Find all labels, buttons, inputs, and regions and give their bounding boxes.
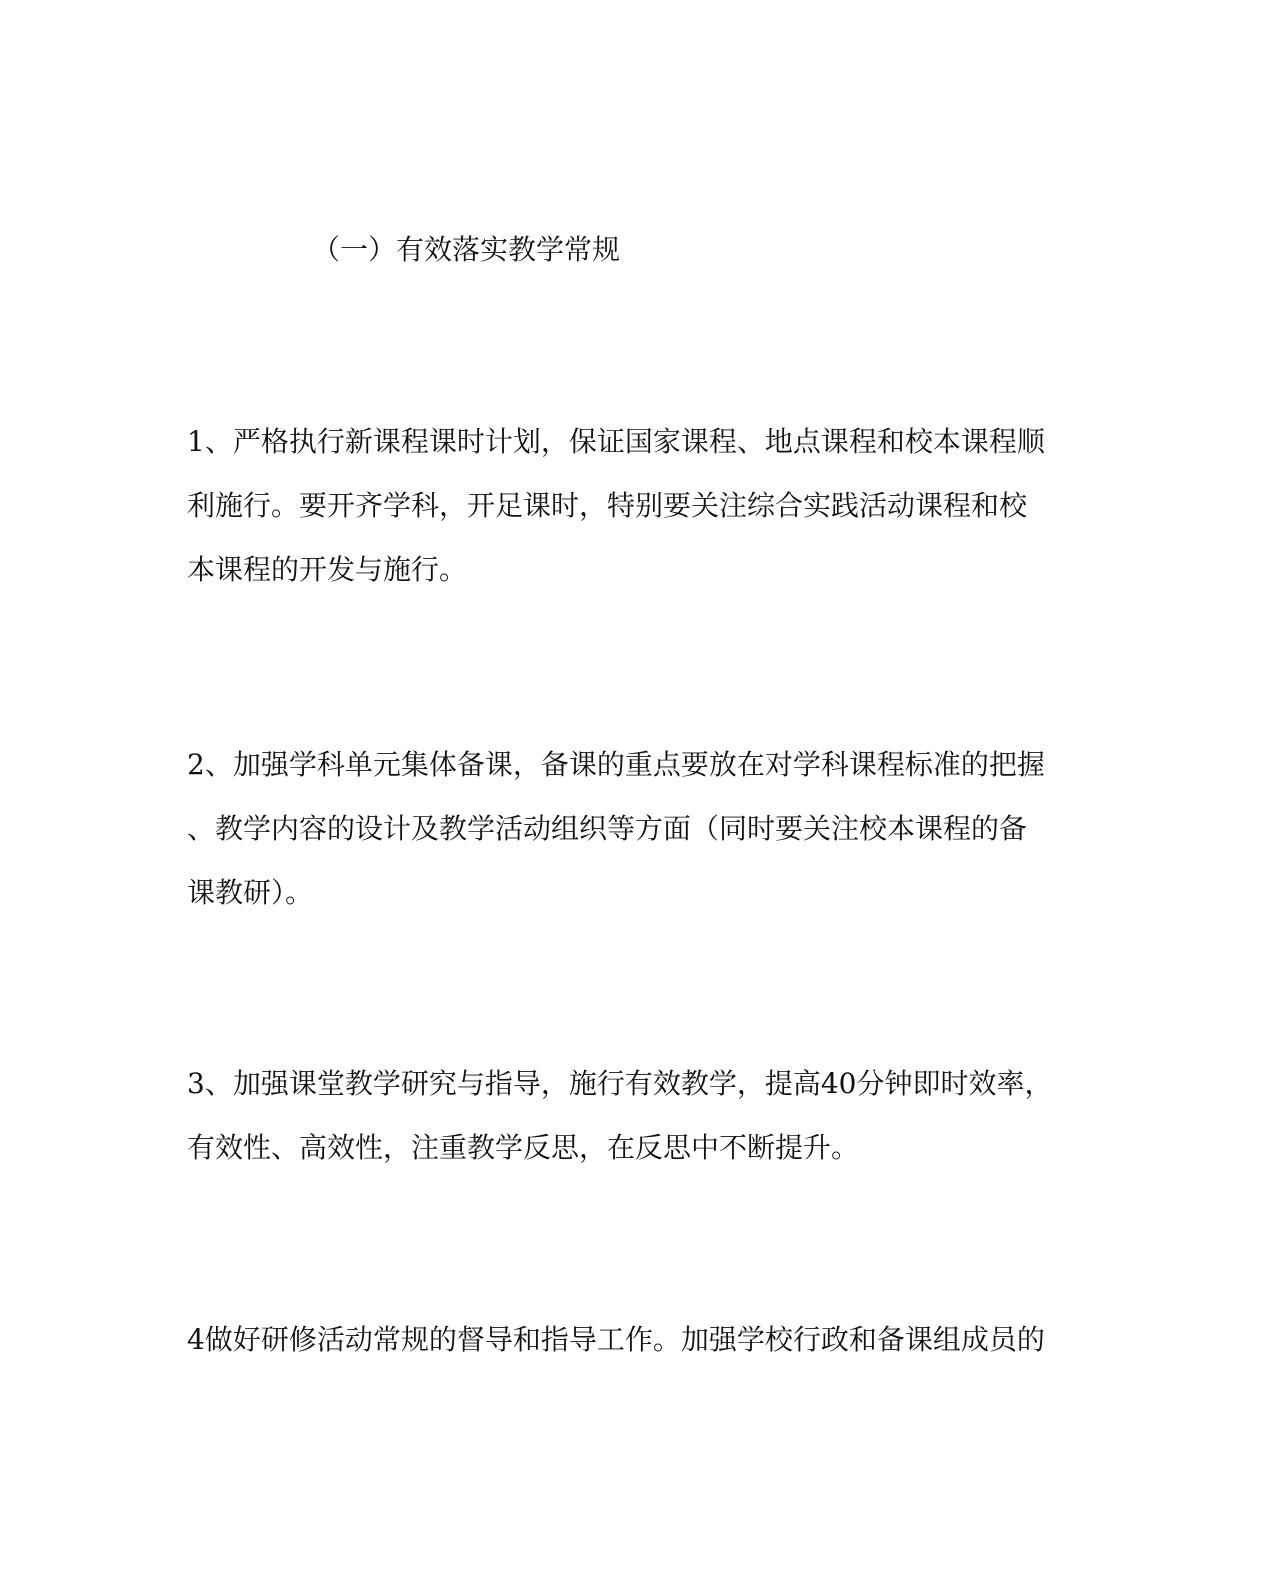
paragraph-line: 1、严格执行新课程课时计划，保证国家课程、地点课程和校本课程顺 — [187, 425, 1045, 458]
paragraph-line: 4做好研修活动常规的督导和指导工作。加强学校行政和备课组成员的 — [187, 1323, 1045, 1356]
section-heading: （一）有效落实教学常规 — [312, 233, 621, 266]
paragraph-line: 3、加强课堂教学研究与指导，施行有效教学，提高40分钟即时效率， — [187, 1067, 1053, 1100]
paragraph-line: 有效性、高效性，注重教学反思，在反思中不断提升。 — [187, 1131, 860, 1164]
paragraph-3 — [187, 1052, 1077, 1180]
paragraph-line: 2、加强学科单元集体备课，备课的重点要放在对学科课程标准的把握 — [187, 748, 1045, 781]
paragraph-line: 、教学内容的设计及教学活动组织等方面（同时要关注校本课程的备 — [187, 812, 1028, 845]
paragraph-4 — [187, 1308, 1077, 1372]
paragraph-2 — [187, 733, 1077, 925]
paragraph-line: 利施行。要开齐学科，开足课时，特别要关注综合实践活动课程和校 — [187, 489, 1028, 522]
paragraph-line: 课教研）。 — [187, 876, 314, 909]
paragraph-1 — [187, 410, 1077, 602]
paragraph-line: 本课程的开发与施行。 — [187, 553, 468, 586]
